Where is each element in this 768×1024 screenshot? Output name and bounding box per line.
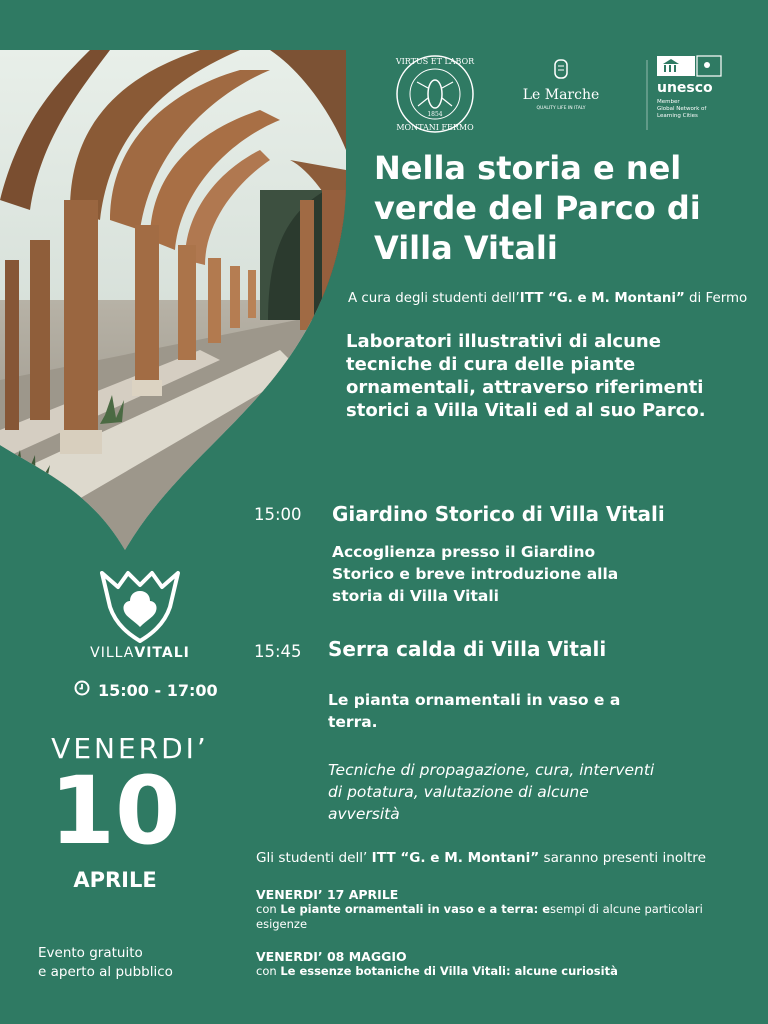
intro-text <box>346 330 746 422</box>
curated-prefix: A cura degli studenti dell’ <box>348 291 520 306</box>
event-weekday: VENERDI’ <box>51 732 209 765</box>
extra-date-2-prefix: con <box>256 964 281 978</box>
partner-logos <box>395 52 735 142</box>
curated-by <box>348 291 768 306</box>
partner-logos-illustration <box>395 52 735 142</box>
unesco-word-text: unesco <box>657 80 713 96</box>
unesco-logo <box>657 56 721 119</box>
intro-line-4: storici a Villa Vitali ed al suo Parco. <box>346 400 706 421</box>
seal-top-text: VIRTUS ET LABOR <box>395 57 475 66</box>
slot-2-title: Serra calda di Villa Vitali <box>328 637 607 661</box>
presence-prefix: Gli studenti dell’ <box>256 850 372 866</box>
extra-date-2-topic: Le essenze botaniche di Villa Vitali: alcune curiosità <box>280 964 618 978</box>
unesco-line3-text: Learning Cities <box>657 113 698 119</box>
villa-word-light: VILLA <box>90 645 135 661</box>
slot-2-note-line-3: avversità <box>328 805 400 823</box>
extra-date-1 <box>256 887 746 932</box>
curated-school: ITT “G. e M. Montani” <box>519 291 685 306</box>
curated-suffix: di Fermo <box>684 291 748 306</box>
event-hours-text: 15:00 - 17:00 <box>98 680 218 700</box>
extra-date-1-rest-1: sempi di alcune particolari <box>550 902 703 916</box>
seal-bottom-text: MONTANI FERMO <box>396 123 474 132</box>
slot-2-note <box>328 759 728 825</box>
extra-date-2-description <box>256 964 746 979</box>
extra-date-1-prefix: con <box>256 902 281 916</box>
unesco-line2-text: Global Network of <box>657 106 707 112</box>
clock-icon <box>74 680 90 700</box>
extra-date-1-topic: Le piante ornamentali in vaso e a terra: e <box>280 902 551 916</box>
extra-date-1-rest-2: esigenze <box>256 917 308 931</box>
free-event-line-1: Evento gratuito <box>38 945 143 961</box>
arcade-photo <box>0 50 346 550</box>
extra-date-1-description <box>256 902 746 917</box>
extra-date-2 <box>256 949 746 979</box>
slot-2-desc-line-2: terra. <box>328 713 378 731</box>
slot-1-time: 15:00 <box>254 505 302 524</box>
presence-suffix: saranno presenti inoltre <box>539 850 706 866</box>
extra-date-1-label: VENERDI’ 17 APRILE <box>256 887 399 902</box>
slot-2-description <box>328 689 688 733</box>
slot-2-desc-line-1: Le pianta ornamentali in vaso e a <box>328 691 621 709</box>
slot-2-time: 15:45 <box>254 642 302 661</box>
seal-year-text: 1854 <box>427 111 443 118</box>
unesco-line1-text: Member <box>657 99 680 105</box>
title-line-3: Villa Vitali <box>374 229 558 267</box>
slot-1-description <box>332 541 672 607</box>
free-event-note <box>38 944 238 982</box>
villa-word-bold: VITALI <box>134 645 190 661</box>
students-presence <box>256 850 756 866</box>
villa-vitali-emblem <box>98 567 182 643</box>
slot-1-desc-line-3: storia di Villa Vitali <box>332 587 499 605</box>
extra-date-2-label: VENERDI’ 08 MAGGIO <box>256 949 407 964</box>
slot-2-note-line-1: Tecniche di propagazione, cura, interventi <box>328 761 655 779</box>
school-seal-logo <box>395 56 475 132</box>
slot-1-desc-line-1: Accoglienza presso il Giardino <box>332 543 596 561</box>
event-day: 10 <box>49 757 181 866</box>
slot-1-desc-line-2: Storico e breve introduzione alla <box>332 565 619 583</box>
slot-1-title: Giardino Storico di Villa Vitali <box>332 502 665 526</box>
page-title <box>374 148 754 268</box>
villa-vitali-wordmark <box>70 645 210 661</box>
free-event-line-2: e aperto al pubblico <box>38 964 173 980</box>
villa-vitali-logo <box>98 567 182 643</box>
presence-school: ITT “G. e M. Montani” <box>371 850 540 866</box>
event-month: APRILE <box>73 868 157 892</box>
region-tagline-text: QUALITY LIFE IN ITALY <box>536 106 586 111</box>
intro-line-1: Laboratori illustrativi di alcune <box>346 331 661 352</box>
title-line-2: verde del Parco di <box>374 189 701 227</box>
event-hours <box>74 680 254 700</box>
le-marche-logo <box>523 60 600 111</box>
region-name-text: Le Marche <box>522 87 600 103</box>
intro-line-3: ornamentali, attraverso riferimenti <box>346 377 704 398</box>
arcade-photo-illustration <box>0 50 346 550</box>
title-line-1: Nella storia e nel <box>374 149 682 187</box>
slot-2-note-line-2: di potatura, valutazione di alcune <box>328 783 589 801</box>
intro-line-2: tecniche di cura delle piante <box>346 354 636 375</box>
